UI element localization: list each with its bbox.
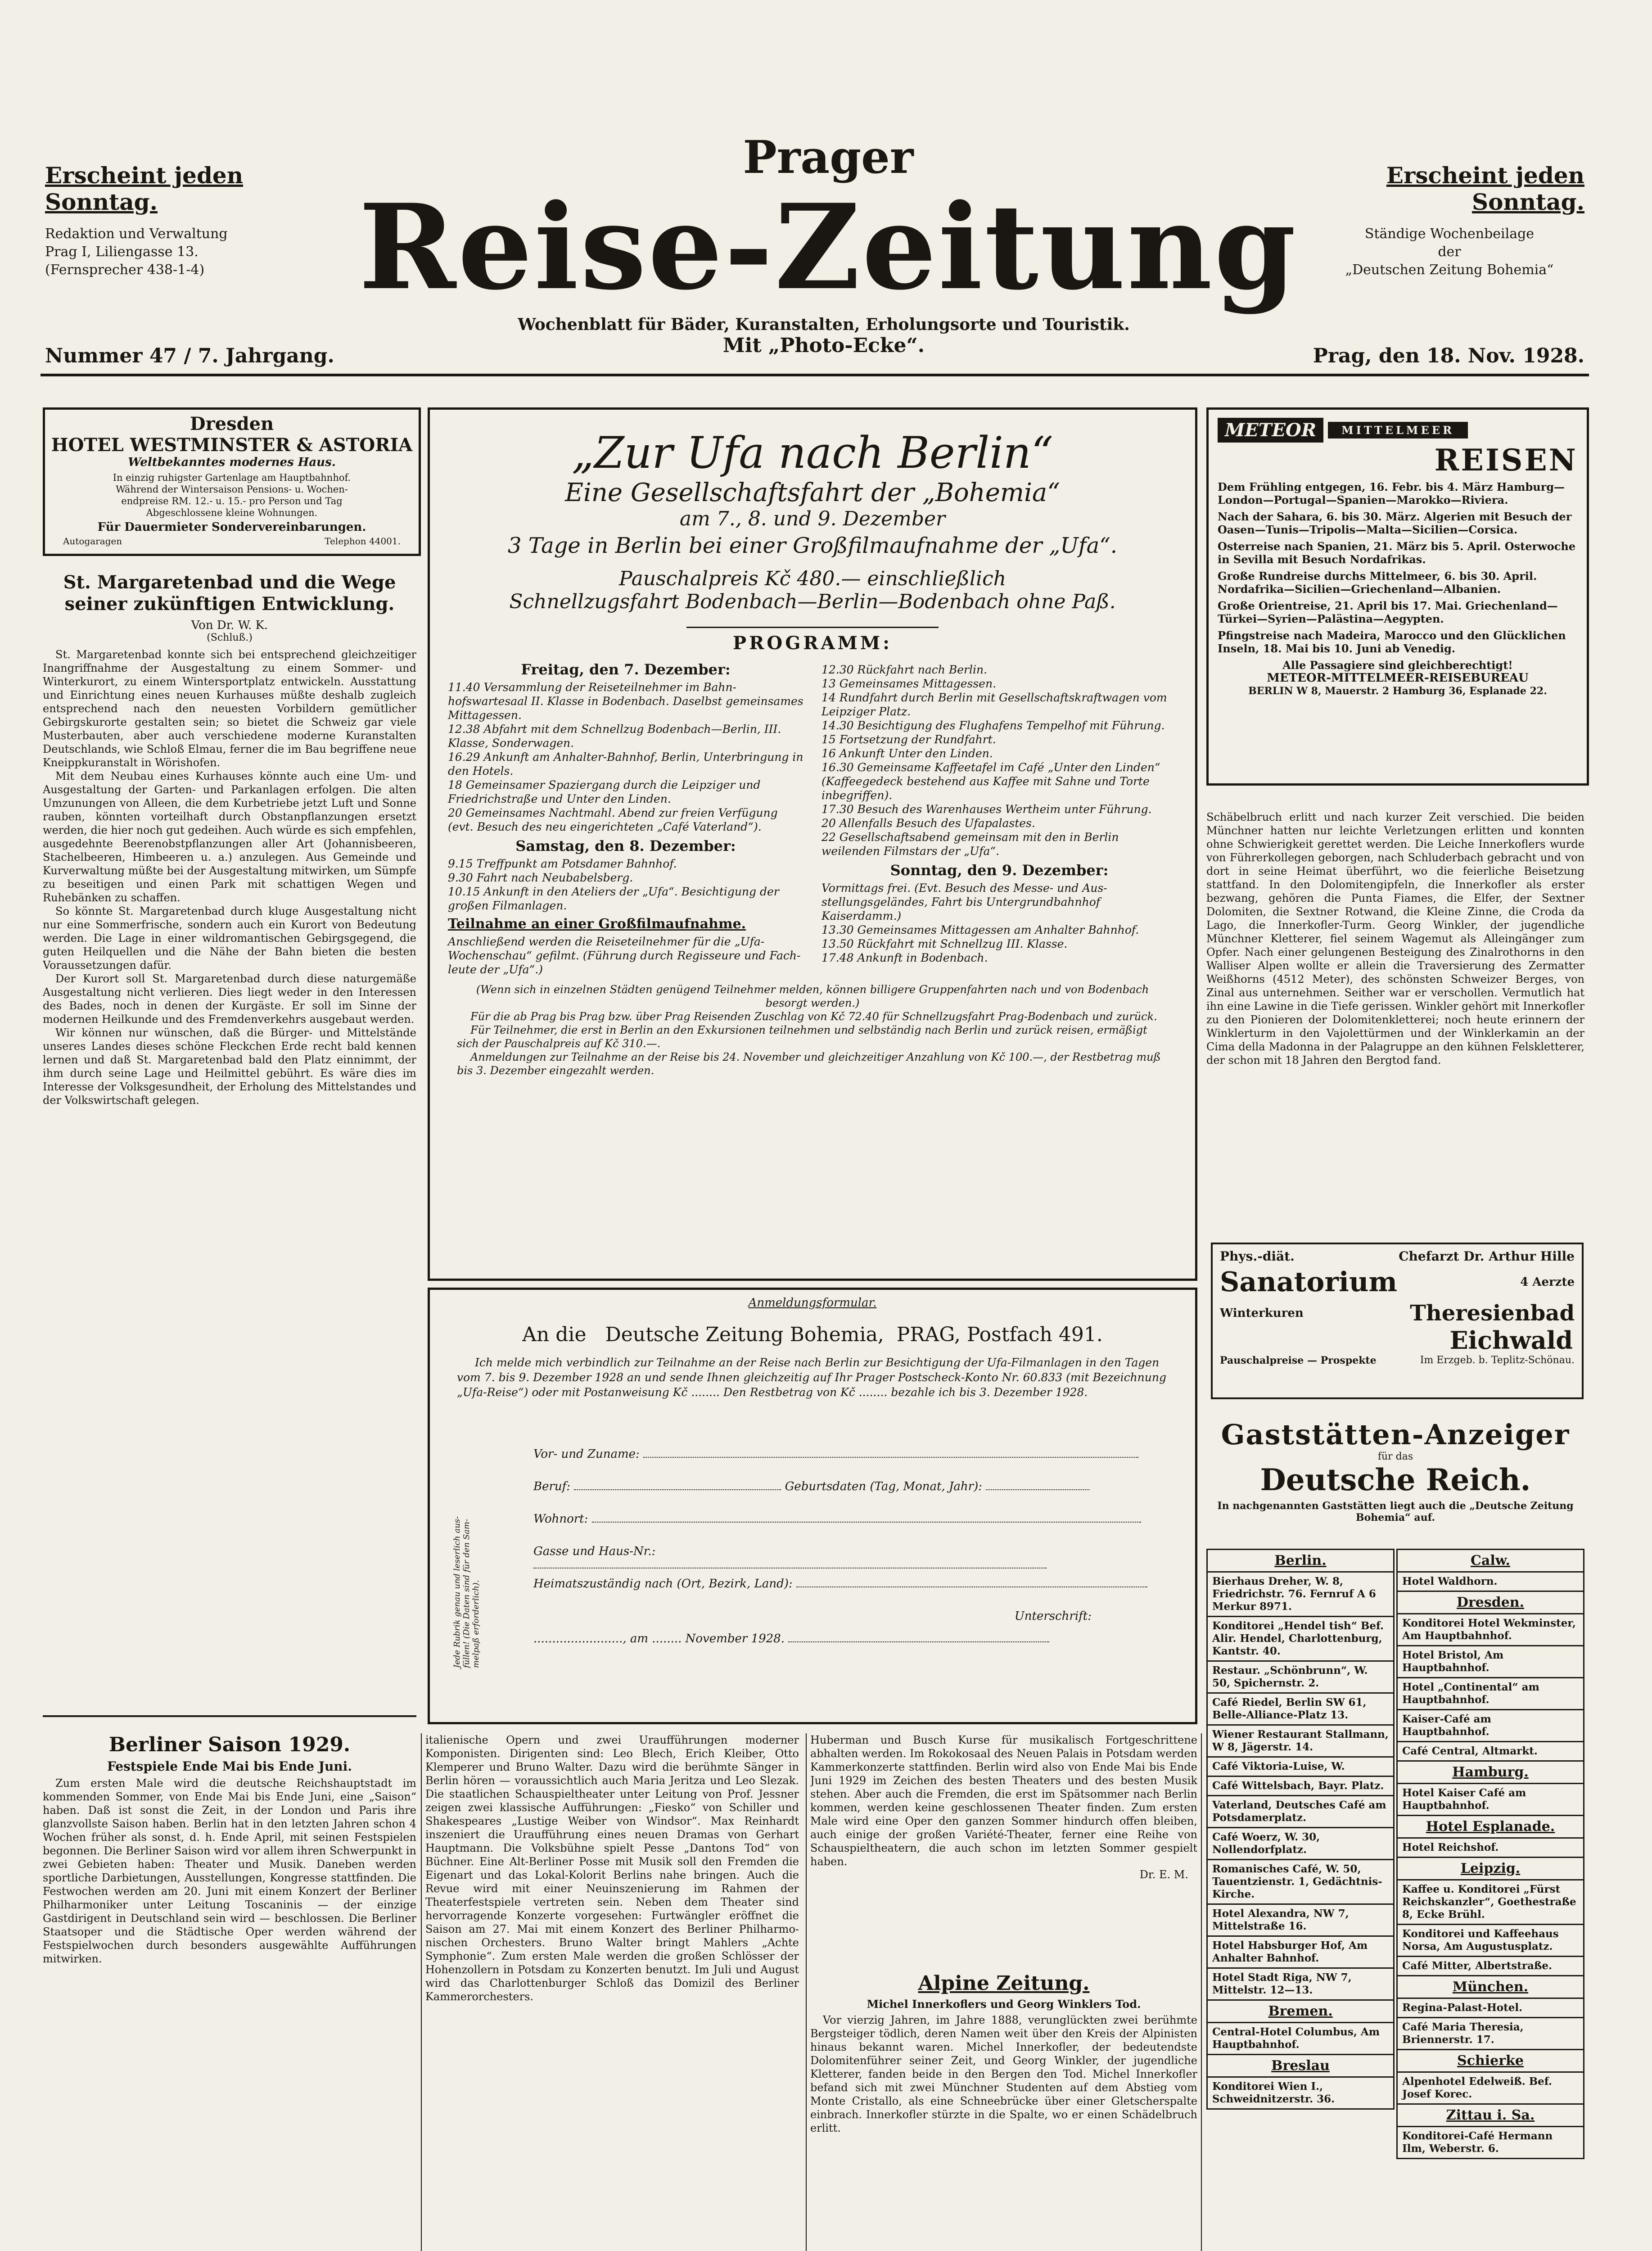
editorial-phone: (Fernsprecher 438-1-4) (45, 262, 205, 278)
meteor-item: Große Rundreise durchs Mittelmeer, 6. bis 30. April. Nordafrika—Sicilien—Griechenland—Albanien. (1218, 570, 1537, 596)
footnote-4: Anmeldungen zur Teilnahme an der Reise bis 24. November und gleichzeitiger Anzahlung von Kč 100.—, der Restbetrag muß bis 3. Dezember eingezahlt werden. (457, 1051, 1161, 1077)
saison-sub: Festspiele Ende Mai bis Ende Juni. (107, 1759, 352, 1774)
program-title: PROGRAMM: (733, 633, 892, 654)
issue-label: Nummer 47 / 7. Jahrgang. (45, 344, 334, 367)
day2-item: 9.15 Treffpunkt am Potsdamer Bahnhof. (448, 857, 677, 870)
meteor-bureau: METEOR-MITTELMEER-REISEBUREAU (1267, 671, 1529, 685)
day1-item: 11.40 Versammlung der Reiseteilnehmer im Bahnhofswartesaal II. Klasse in Bodenbach. Daselbst gemeinsames Mittagessen. (448, 681, 803, 722)
day2-right-item: 14.30 Besichtigung des Flughafens Tempelhof mit Führung. (821, 719, 1165, 732)
directory-entry: Central-Hotel Columbus, Am Hauptbahnhof. (1206, 2022, 1395, 2055)
directory-entry: Hotel „Continental“ am Hauptbahnhof. (1396, 1677, 1584, 1710)
directory-entry: Café Maria Theresia, Briennerstr. 17. (1396, 2017, 1584, 2050)
directory-entry: Kaiser-Café am Hauptbahnhof. (1396, 1709, 1584, 1742)
directory-entry: Café Wittelsbach, Bayr. Platz. (1206, 1776, 1395, 1796)
directory-city: Schierke (1396, 2049, 1584, 2073)
article-margaretenbad (43, 572, 416, 1715)
form-title: Anmeldungsformular. (748, 1296, 877, 1310)
directory-city: Hotel Esplanade. (1396, 1815, 1584, 1839)
field-gasse[interactable] (533, 1545, 1164, 1577)
gaststaetten-fuer: für das (1377, 1451, 1413, 1462)
directory-entry: Hotel Reichshof. (1396, 1837, 1584, 1858)
sanatorium-loc: Im Erzgeb. b. Teplitz-Schönau. (1420, 1355, 1575, 1366)
date-line[interactable] (533, 1632, 1164, 1659)
directory-city: Dresden. (1396, 1591, 1584, 1614)
article-oper (425, 1733, 799, 2251)
form-side-note: Jede Rubrik genau und leserlich ausfüllen! (Die Daten sind für den Sammelpaß erforderlich). (452, 1516, 481, 1668)
gaststaetten-sub: In nachgenannten Gaststätten liegt auch die „Deutsche Zeitung Bohemia“ auf. (1217, 1500, 1574, 1523)
footnote-2: Für die ab Prag bis Prag bzw. über Prag Reisenden Zuschlag von Kč 72.40 für Schnellzugsfahrt Prag-Bodenbach und zurück. (470, 1010, 1157, 1023)
sanatorium-prices: Pauschalpreise — Prospekte (1220, 1355, 1377, 1366)
field-label: Wohnort: (533, 1512, 588, 1526)
column-rule-2 (806, 1733, 807, 2251)
directory-entry: Hotel Alexandra, NW 7, Mittelstraße 16. (1206, 1903, 1395, 1937)
directory-entry: Café Mitter, Albertstraße. (1396, 1956, 1584, 1976)
day2-right-item: 13 Gemeinsames Mittagessen. (821, 677, 997, 690)
hotel-detail-2: Während der Wintersaison Pensions- u. Wochen- (116, 484, 348, 495)
day2-right-item: 22 Gesellschaftsabend gemeinsam mit den in Berlin weilenden Filmstars der „Ufa“. (821, 831, 1119, 858)
field-line (986, 1489, 1089, 1490)
hotel-detail-4: Abgeschlossene kleine Wohnungen. (146, 507, 318, 518)
gaststaetten-header (1206, 1418, 1584, 1553)
paragraph: italienische Opern und zwei Uraufführungen moderner Komponisten. Dirigenten sind: Leo Blech, Erich Kleiber, Otto Klemperer und Bruno Walter. Dazu wird die berühmte Sänger in Berlin hören — voraussichtlich auch Maria Jeritza und Leo Slezak. Die staatlichen Schauspieltheater unter Leitung von Prof. Jessner zeigen zwei klassische Aufführungen: „Fiesko“ von Schiller und Shakespeares „Lustige Weiber von Windsor“. Max Reinhardt inszeniert die Uraufführung eines neuen Dramas von Gerhart Hauptmann. Die Volksbühne spielt Pesse „Dantons Tod“ von Büchner. Eine Alt-Berliner Posse mit Musik soll den Fremden die Eigenart und das Lokal-Kolorit Berlins nahe bringen. Auch die Revue wird mit einer Neuinszenierung im Rahmen der Theaterfestspiele vertreten sein. Neben dem Theater sind hervorragende Konzerte vorgesehen: Furtwängler eröffnet die Saison am 27. Mai mit einem Konzert des Berliner Philharmonischen Orchesters. Bruno Walter bringt Mahlers „Achte Symphonie“. Zum ersten Male werden die großen Schlösser der Hohenzollern in Potsdam zu Konzerten benutzt. Im Juli und August wird das Charlottenburger Schloß das Domizil des Berliner Kammerorchesters. (425, 1734, 799, 2003)
program-left (448, 663, 803, 976)
column-rule-3 (1201, 1733, 1202, 2251)
meteor-note: Alle Passagiere sind gleichberechtigt! (1282, 659, 1513, 672)
day2-right-item: 16 Ankunft Unter den Linden. (821, 747, 993, 760)
day2-item: 10.15 Ankunft in den Ateliers der „Ufa“. Besichtigung der großen Filmanlagen. (448, 885, 779, 912)
issue-date (1215, 344, 1584, 367)
form-addressee: An die Deutsche Zeitung Bohemia, PRAG, Postfach 491. (522, 1323, 1103, 1346)
article-berliner-saison (43, 1733, 416, 2251)
footnote-3: Für Teilnehmer, die erst in Berlin an den Exkursionen teilnehmen und selbständig nach Berlin und zurück reisen, ermäßigt sich der Pauschalpreis auf Kč 310.—. (457, 1024, 1147, 1050)
saison-title: Berliner Saison 1929. (108, 1733, 351, 1756)
meteor-title: REISEN (1434, 443, 1578, 478)
directory-entry: Konditorei Hotel Wekminster, Am Hauptbahnhof. (1396, 1613, 1584, 1646)
meteor-address: BERLIN W 8, Mauerstr. 2 Hamburg 36, Esplanade 22. (1248, 685, 1547, 697)
meteor-travel-ad (1206, 407, 1589, 786)
signature-label: Unterschrift: (1014, 1609, 1092, 1623)
form-fields (533, 1447, 1164, 1659)
meteor-header (1209, 410, 1587, 443)
hotel-detail-3: endpreise RM. 12.- u. 15.- pro Person und Tag (121, 496, 343, 506)
directory-entry: Hotel Waldhorn. (1396, 1571, 1584, 1592)
field-name[interactable] (533, 1447, 1164, 1480)
form-text: Ich melde mich verbindlich zur Teilnahme an der Reise nach Berlin zur Besichtigung der Ufa-Filmanlagen in den Tagen vom 7. bis 9. Dezember 1928 an und sende Ihnen gleichzeitig auf Ihr Prager Postscheck-Konto Nr. 60.833 (mit Bezeichnung „Ufa-Reise“) oder mit Postanweisung Kč ........ Den Restbetrag von Kč ........ bezahle ich bis 3. Dezember 1928. (457, 1356, 1166, 1399)
field-line (574, 1489, 781, 1490)
sanatorium-place-row (1213, 1301, 1582, 1326)
paragraph: Vor vierzig Jahren, im Jahre 1888, verunglückten zwei berühmte Bergsteiger tödlich, deren Namen weit über den Kreis der Alpinisten hinaus bekannt waren. Michel Innerkofler, der bedeutendste Dolomitenführer seiner Zeit, und Georg Winkler, der jugendliche Kletterer, fanden beide in den Bergen den Tod. Michel Innerkofler befand sich mit zwei Münchner Studenten auf dem Abstieg vom Monte Cristallo, als eine Schneebrücke über einer Gletscherspalte einbrach. Innerkofler stürzte in die Spalte, wo er einen Schädelbruch erlitt. (810, 2014, 1197, 2134)
sanatorium-name: Sanatorium (1220, 1266, 1397, 1298)
subtitle-line: Wochenblatt für Bäder, Kuranstalten, Erholungsorte und Touristik. (518, 315, 1130, 334)
directory-entry: Hotel Stadt Riga, NW 7, Mittelstr. 12—13. (1206, 1967, 1395, 2001)
directory-entry: Hotel Kaiser Café am Hauptbahnhof. (1396, 1783, 1584, 1816)
masthead-left-info (45, 225, 315, 279)
left-column-separator (43, 1715, 416, 1717)
directory-city: Berlin. (1206, 1549, 1395, 1573)
meteor-brand: METEOR (1218, 418, 1323, 443)
registration-form (428, 1288, 1197, 1724)
meteor-item: Pfingstreise nach Madeira, Marocco und den Glücklichen Inseln, 18. Mai bis 10. Juni ab Venedig. (1218, 629, 1566, 655)
gaststaetten-land: Deutsche Reich. (1260, 1462, 1531, 1497)
field-heimat[interactable] (533, 1577, 1164, 1609)
day2-title: Samstag, den 8. Dezember: (515, 837, 736, 854)
directory-entry: Romanisches Café, W. 50, Tauentzienstr. 1, Gedächtnis-Kirche. (1206, 1859, 1395, 1905)
directory-entry: Regina-Palast-Hotel. (1396, 1998, 1584, 2018)
directory-entry: Konditorei Wien I., Schweidnitzerstr. 36. (1206, 2076, 1395, 2110)
day2-right-item: 12.30 Rückfahrt nach Berlin. (821, 663, 988, 676)
editorial-address: Prag I, Liliengasse 13. (45, 244, 199, 260)
paragraph: Schäbelbruch erlitt und nach kurzer Zeit verschied. Die beiden Münchner hatten nur leichte Verletzungen erlitten und konnten ohne Schwierigkeit gerettet werden. Die Leiche Innerkoflers wurde von Führerkollegen geborgen, nach Schluderbach gebracht und von dort in seine Heimat überführt, wo die feierliche Beisetzung stattfand. In den Dolomitengipfeln, die Innerkofler als erster bezwang, gehören die Punta Fiames, die Elfer, der Sextner Dolomiten, die Sextner Rotwand, die Kleine Zinne, die Croda da Lago, die Innerkofler-Turm. Georg Winkler, der jugendliche Münchner Kletterer, fiel seinem Wagemut als Alleingänger zum Opfer. Nach einer gelungenen Besteigung des Zinalrothorns in den Walliser Alpen wollte er allein die Traversierung des Zermatter Weißhorns (4512 Meter), des schönsten Schweizer Berges, von Zinal aus unternehmen. Seither war er verschollen. Vermutlich hat ihn eine Lawine in die Tiefe gerissen. Winkler gehört mit Innerkofler zu den Pionieren der Dolomitenkletterei; noch heute erinnern der Winklerturm in den Vajolettürmen und der Winklerkamin an der Cima della Madonna in der Palagruppe an den kühnen Felskletterer, der schon mit 18 Jahren den Bergtod fand. (1206, 811, 1584, 1067)
title-reise-zeitung: Reise-Zeitung (359, 180, 1298, 315)
directory-entry: Konditorei-Café Hermann Ilm, Weberstr. 6. (1396, 2126, 1584, 2159)
day3-item: 13.50 Rückfahrt mit Schnellzug III. Klasse. (821, 937, 1068, 950)
oper-signature: Dr. E. M. (1139, 1868, 1188, 1881)
day1-item: 16.29 Ankunft am Anhalter-Bahnhof, Berlin, Unterbringung in den Hotels. (448, 750, 803, 777)
article-title: St. Margaretenbad und die Wege seiner zukünftigen Entwicklung. (63, 572, 396, 615)
hotel-city: Dresden (190, 413, 274, 434)
directory-entry: Alpenhotel Edelweiß. Bef. Josef Korec. (1396, 2071, 1584, 2105)
day2-right-item: 20 Allenfalls Besuch des Ufapalastes. (821, 817, 1035, 830)
directory-entry: Wiener Restaurant Stallmann, W 8, Jägerstr. 14. (1206, 1724, 1395, 1758)
hotel-special: Für Dauermieter Sondervereinbarungen. (97, 520, 366, 534)
directory-entry: Konditorei „Hendel tish“ Bef. Alir. Hendel, Charlottenburg, Kantstr. 40. (1206, 1616, 1395, 1662)
hotel-tagline: Weltbekanntes modernes Haus. (128, 456, 336, 469)
meteor-items (1209, 478, 1587, 701)
field-beruf[interactable] (533, 1480, 1164, 1512)
day3-title: Sonntag, den 9. Dezember: (890, 862, 1109, 879)
footnote-1: (Wenn sich in einzelnen Städten genügend Teilnehmer melden, können billigere Gruppenfahrten nach und von Bodenbach besorgt werden.) (476, 983, 1149, 1009)
paragraph: Wir können nur wünschen, daß die Bürger- und Mittelstände unseres Landes dieses schöne Fleckchen Erde recht bald kennen lernen und daß St. Margaretenbad bald den Platz einnimmt, der ihm durch seine Lage und Heilmittel gebührt. Es wäre dies im Interesse der Volksgesundheit, der Erholung des Mittelstandes und der Volkswirtschaft gelegen. (43, 1026, 416, 1107)
paragraph: Zum ersten Male wird die deutsche Reichshauptstadt im kommenden Sommer, von Ende Mai bis Ende Juni, eine „Saison“ haben. Daß ist sonst die Zeit, in der London und Paris ihre glanzvollste Saison haben. Berlin hat in den letzten Jahren schon 4 Wochen früher als sonst, d. h. Ende April, mit seinen Festspielen begonnen. Die Berliner Saison wird vor allem ihren Schwerpunkt in zwei Gebieten haben: Theater und Musik. Daneben werden sportliche Darbietungen, Ausstellungen, Kongresse stattfinden. Die Festwochen werden am 20. Juni mit einem Konzert der Berliner Philharmoniker unter Leitung Toscaninis — der einzige Gastdirigent in Deutschland sein wird — beschlossen. Die Berliner Staatsoper und die Städtische Oper werden während der Festspielwochen durch besonders ausgewählte Aufführungen mitwirken. (43, 1777, 416, 1965)
day2-note-title: Teilnahme an einer Großfilmaufnahme. (448, 916, 746, 932)
date-line-text: ........................, am ........ November 1928. (533, 1632, 785, 1645)
directory-entry: Bierhaus Dreher, W. 8, Friedrichstr. 76. Fernruf A 6 Merkur 8971. (1206, 1571, 1395, 1617)
supplement-line-2: der (1438, 244, 1461, 260)
ufa-divider (686, 627, 939, 628)
directory-entry: Vaterland, Deutsches Café am Potsdamerplatz. (1206, 1795, 1395, 1828)
sanatorium-ad (1211, 1243, 1584, 1399)
directory-entry: Kaffee u. Konditorei „Fürst Reichskanzler“, Goethestraße 8, Ecke Brühl. (1396, 1879, 1584, 1925)
field-label: Heimatszuständig nach (Ort, Bezirk, Land): (533, 1577, 793, 1591)
ufa-sub3: 3 Tage in Berlin bei einer Großfilmaufnahme der „Ufa“. (507, 533, 1118, 558)
ufa-footnotes (430, 976, 1195, 1077)
field-wohnort[interactable] (533, 1512, 1164, 1545)
sanatorium-place2: Eichwald (1449, 1326, 1573, 1355)
gaststaetten-directory (1206, 1549, 1584, 2251)
paragraph: Der Kurort soll St. Margaretenbad durch diese naturgemäße Ausgestaltung nicht verlieren. Dies liegt weder in den Interessen des Bades, noch in denen der Kurgäste. Er soll im Sinne der modernen Heilkunde und des Fremdenverkehrs ausgebaut werden. (43, 972, 416, 1026)
program-right (821, 663, 1177, 976)
ufa-sub1: Eine Gesellschaftsfahrt der „Bohemia“ (565, 478, 1060, 507)
paragraph: Mit dem Neubau eines Kurhauses könnte auch eine Um- und Ausgestaltung der Garten- und Parkanlagen erfolgen. Die alten Umzunungen von Alleen, die dem Kurbetriebe jetzt Luft und Sonne rauben, könnten vorteilhaft durch Obstanpflanzungen ersetzt werden, die hier noch gut gedeihen. Auch würde es sich empfehlen, ausgedehnte Beerenobstpflanzungen aller Art (Johannisbeeren, Stachelbeeren, Himbeeren u. a.) anzulegen. Aus Gemeinde und Kurverwaltung müßte bei der Ausgestaltung mitwirken, um Sümpfe zu beseitigen und einen Park mit schattigen Wegen und Ruhebänken zu schaffen. (43, 770, 416, 904)
day3-item: 17.48 Ankunft in Bodenbach. (821, 951, 988, 964)
directory-entry: Café Central, Altmarkt. (1396, 1741, 1584, 1762)
alpine-body (810, 2013, 1197, 2135)
field-line (592, 1522, 1141, 1523)
meteor-item: Große Orientreise, 21. April bis 17. Mai. Griechenland—Türkei—Syrien—Palästina—Aegypten. (1218, 599, 1558, 625)
field-label: Vor- und Zuname: (533, 1447, 640, 1461)
day2-right-item: 16.30 Gemeinsame Kaffeetafel im Café „Unter den Linden“ (Kaffeegedeck bestehend aus Kaffee mit Sahne und Torte inbegriffen). (821, 761, 1160, 802)
sanatorium-place: Theresienbad (1410, 1301, 1575, 1326)
meteor-item: Nach der Sahara, 6. bis 30. März. Algerien mit Besuch der Oasen—Tunis—Tripolis—Malta—Sicilien—Corsica. (1218, 510, 1572, 536)
directory-entry: Café Viktoria-Luise, W. (1206, 1756, 1395, 1777)
ufa-sub2: am 7., 8. und 9. Dezember (679, 507, 946, 530)
directory-city: Hamburg. (1396, 1760, 1584, 1784)
day2-note: Anschließend werden die Reiseteilnehmer für die „Ufa-Wochenschau“ gefilmt. (Führung durch Regisseure und Fachleute der „Ufa“.) (448, 935, 801, 976)
date-label: Prag, den 18. Nov. 1928. (1313, 344, 1584, 367)
field-line (643, 1457, 1138, 1458)
editorial-office: Redaktion und Verwaltung (45, 226, 228, 242)
hotel-name: HOTEL WESTMINSTER & ASTORIA (51, 434, 413, 456)
day1-item: 18 Gemeinsamer Spaziergang durch die Leipziger und Friedrichstraße und Unter den Linden. (448, 778, 761, 805)
directory-entry: Café Woerz, W. 30, Nollendorfplatz. (1206, 1827, 1395, 1860)
supplement-line-3: „Deutschen Zeitung Bohemia“ (1345, 262, 1554, 278)
day1-item: 12.38 Abfahrt mit dem Schnellzug Bodenbach—Berlin, III. Klasse, Sonderwagen. (448, 723, 781, 750)
column-rule-1 (421, 1733, 422, 2251)
field-label: Geburtsdaten (Tag, Monat, Jahr): (785, 1480, 982, 1493)
article-byline: Von Dr. W. K. (191, 619, 268, 632)
gaststaetten-title: Gaststätten-Anzeiger (1221, 1418, 1570, 1451)
day2-right-item: 17.30 Besuch des Warenhauses Wertheim unter Führung. (821, 803, 1152, 816)
article-note: (Schluß.) (207, 632, 253, 643)
paragraph: Huberman und Busch Kurse für musikalisch Fortgeschrittene abhalten werden. Im Rokokosaal des Neuen Palais in Potsdam werden Kammerkonzerte stattfinden. Berlin wird also von Ende Mai bis Ende Juni 1929 im Zeichen des besten Theaters und des besten Musik stehen. Aber auch die Fremden, die erst im Spätsommer nach Berlin kommen, werden keine geschlossenen Theater finden. Zum ersten Male wird eine Oper den ganzen Sommer hindurch offen bleiben, auch einige der großen Variété-Theater, ferner eine Reihe von Schauspieltheatern, die auch schon im letzten Sommer gespielt haben. (810, 1734, 1197, 1868)
directory-entry: Restaur. „Schönbrunn“, W. 50, Spichernstr. 2. (1206, 1660, 1395, 1694)
publication-schedule-right: Erscheint jeden Sonntag. (1386, 162, 1584, 215)
article-alpine-zeitung (810, 1972, 1197, 2251)
masthead-rule (41, 374, 1589, 376)
directory-entry: Konditorei und Kaffeehaus Norsa, Am Augustusplatz. (1396, 1924, 1584, 1957)
field-label: Beruf: (533, 1480, 571, 1493)
day1-item: 20 Gemeinsames Nachtmahl. Abend zur freien Verfügung (evt. Besuch des neu eingerichteten „Café Vaterland“). (448, 806, 778, 833)
directory-city: Calw. (1396, 1549, 1584, 1573)
sanatorium-winter: Winterkuren (1220, 1306, 1304, 1320)
alpine-title: Alpine Zeitung. (918, 1972, 1090, 1995)
directory-entry: Hotel Habsburger Hof, Am Anhalter Bahnhof. (1206, 1935, 1395, 1969)
ufa-trip-ad (428, 407, 1197, 1281)
ufa-price2: Schnellzugsfahrt Bodenbach—Berlin—Bodenbach ohne Paß. (509, 590, 1116, 613)
article-alpine-continued (1206, 810, 1584, 1225)
program-columns (430, 654, 1195, 976)
meteor-item: Dem Frühling entgegen, 16. Febr. bis 4. März Hamburg—London—Portugal—Spanien—Marokko—Riviera. (1218, 480, 1565, 506)
saison-body (43, 1776, 416, 1966)
hotel-details (45, 472, 419, 519)
directory-entry: Café Riedel, Berlin SW 61, Belle-Alliance-Platz 13. (1206, 1692, 1395, 1726)
meteor-band: MITTELMEER (1328, 422, 1468, 438)
field-label: Gasse und Haus-Nr.: (533, 1545, 656, 1558)
day2-right-item: 15 Fortsetzung der Rundfahrt. (821, 733, 996, 746)
masthead-subtitle (351, 315, 1296, 357)
sanatorium-aerzte: 4 Aerzte (1520, 1275, 1575, 1289)
masthead-title-small (675, 131, 981, 184)
day3-item: Vormittags frei. (Evt. Besuch des Messe- und Ausstellungsgeländes, Fahrt bis Untergrundbahnhof Kaiserdamm.) (821, 881, 1107, 922)
sanatorium-doctor: Chefarzt Dr. Arthur Hille (1399, 1249, 1575, 1264)
day3-item: 13.30 Gemeinsames Mittagessen am Anhalter Bahnhof. (821, 923, 1139, 936)
directory-city: Bremen. (1206, 1999, 1395, 2023)
directory-city: Leipzig. (1396, 1857, 1584, 1880)
field-line (788, 1641, 1049, 1642)
supplement-line-1: Ständige Wochenbeilage (1364, 226, 1535, 242)
issue-number (45, 344, 450, 367)
directory-right (1396, 1549, 1584, 2158)
masthead-title (342, 180, 1314, 315)
sanatorium-diet: Phys.-diät. (1220, 1249, 1295, 1264)
hotel-footer (45, 534, 419, 548)
meteor-item: Osterreise nach Spanien, 21. März bis 5. April. Osterwoche in Sevilla mit Besuch Nordafrikas. (1218, 540, 1576, 566)
day2-item: 9.30 Fahrt nach Neubabelsberg. (448, 871, 633, 884)
hotel-garage: Autogaragen (63, 536, 122, 547)
sanatorium-bottom (1213, 1355, 1582, 1366)
ufa-price: Pauschalpreis Kč 480.— einschließlich (618, 567, 1007, 590)
day1-title: Freitag, den 7. Dezember: (521, 661, 731, 678)
oper-continued-body (810, 1733, 1197, 1868)
masthead-right-info (1319, 225, 1580, 279)
paragraph: St. Margaretenbad konnte sich bei entsprechend gleichzeitiger Inangriffnahme der Ausgestaltung zu einem Sommer- und Winterkurort, zu einem Wintersportplatz entwickeln. Ausstattung und Einrichtung eines neuen Kurhauses müßte deshalb zugleich entsprechend nach den neuesten Vorbildern gemütlicher Gebirgskurorte gestalten sein; so bietet die Schweiz gar viele Musterbauten, aber auch verschiedene moderne Kuranstalten Deutschlands, wie Schloß Elmau, ferner die im Bau begriffene neue Kneippkuranstalt in Wörishofen. (43, 648, 416, 769)
day2-right-item: 14 Rundfahrt durch Berlin mit Gesellschaftskraftwagen vom Leipziger Platz. (821, 691, 1167, 718)
hotel-detail-1: In einzig ruhigster Gartenlage am Hauptbahnhof. (113, 472, 351, 483)
directory-entry: Hotel Bristol, Am Hauptbahnhof. (1396, 1645, 1584, 1678)
subtitle-photo: Mit „Photo-Ecke“. (722, 334, 925, 357)
directory-city: München. (1396, 1975, 1584, 1999)
sanatorium-top (1213, 1244, 1582, 1264)
masthead-top-right (1296, 162, 1584, 215)
paragraph: So könnte St. Margaretenbad durch kluge Ausgestaltung nicht nur eine Sommerfrische, sondern auch ein Kurort von Bedeutung werden. Die Lage in einer wildromantischen Gebirgsgegend, die guten Heilquellen und die Nähe der Bahn bieten die besten Voraussetzungen dafür. (43, 905, 416, 972)
directory-left (1206, 1549, 1395, 2108)
hotel-phone: Telephon 44001. (325, 536, 401, 547)
ufa-headline: „Zur Ufa nach Berlin“ (572, 428, 1053, 478)
masthead-top-left (45, 162, 324, 215)
sanatorium-name-row (1213, 1264, 1582, 1301)
alpine-sub: Michel Innerkoflers und Georg Winklers Tod. (867, 1998, 1141, 2011)
article-oper-continued (810, 1733, 1197, 1972)
article-body (43, 648, 416, 1107)
hotel-westminster-ad (43, 407, 421, 556)
directory-city: Zittau i. Sa. (1396, 2103, 1584, 2127)
signature-row (533, 1609, 1164, 1632)
title-prager: Prager (743, 131, 914, 184)
directory-city: Breslau (1206, 2054, 1395, 2078)
publication-schedule-left: Erscheint jeden Sonntag. (45, 162, 244, 215)
